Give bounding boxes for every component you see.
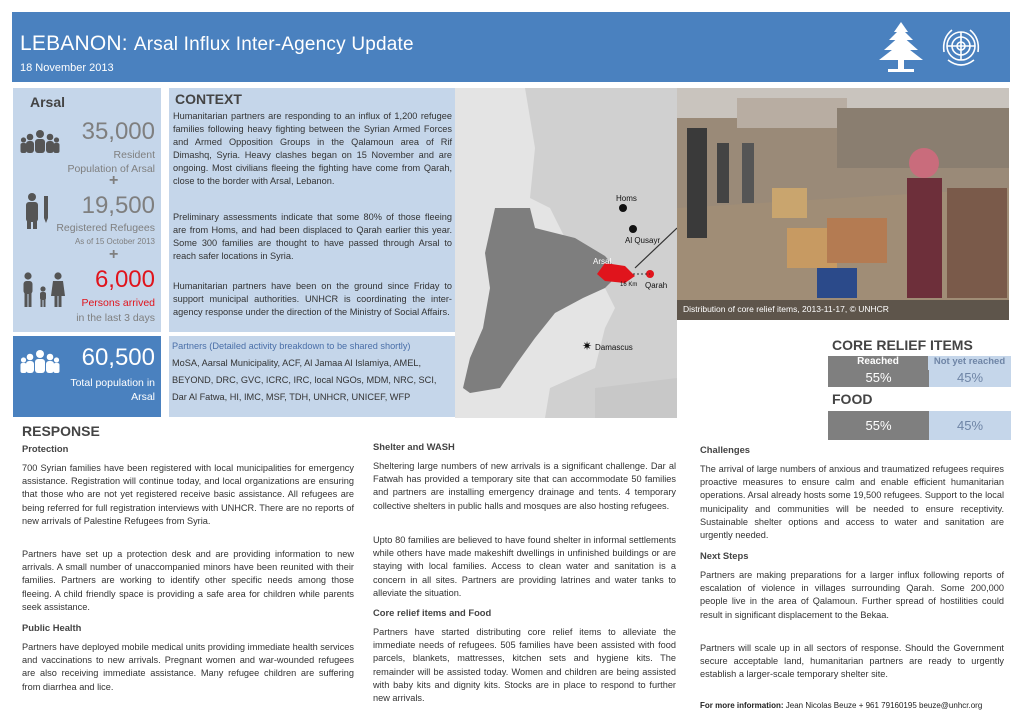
map-label-arsal: Arsal [593, 257, 612, 266]
response-heading: RESPONSE [22, 423, 100, 439]
resident-value: 35,000 [81, 118, 155, 145]
plus-sign: + [109, 172, 119, 189]
map-label-damascus: Damascus [595, 343, 633, 352]
partners-list: MoSA, Aarsal Municipality, ACF, Al Jamaa Al Islamiya, AMEL, BEYOND, DRC, GVC, ICRC, IRC, local NGOs, MDM, NRC, SCI, Dar Al Fatwa, HI, IMC, MSF, TDH, UNHCR, UNICEF, WFP [172, 358, 437, 402]
un-emblem-icon [936, 22, 986, 72]
footer-label: For more information: [700, 701, 784, 710]
photo-illustration [677, 88, 1009, 320]
qusayr-marker [629, 225, 637, 233]
not-reached-label: Not yet reached [928, 356, 1011, 370]
region-map [455, 88, 677, 418]
total-value: 60,500 [81, 344, 155, 371]
arrived-value: 6,000 [94, 266, 155, 293]
core-relief-not-reached-bar: 45% [929, 370, 1011, 387]
protection-heading: Protection [22, 443, 69, 454]
partners-heading: Partners [172, 341, 207, 351]
next-steps-paragraph-1: Partners are making preparations for a larger influx following reports of escalation of violence in villages surrounding Qarah. Some 200,000 people live in the area of Qalamoun. Further spread of hostilities could result in significant displacement to the Bekaa. [700, 570, 1004, 620]
next-steps-heading: Next Steps [700, 550, 749, 561]
map-label-distance: 16 Km [620, 282, 638, 288]
food-title: FOOD [832, 391, 873, 407]
context-paragraph-1: Humanitarian partners are responding to an influx of 1,200 refugee families following heavy fighting between the Syrian Armed Forces and Armed Opposition Groups in the Qalamoun area of Rif Dimashq, Syria. Heavy clashes began on 15 November and are ongoing. Most civilians fleeing the fighting have come from Qarah, close to the border with Arsal, Lebanon. [173, 111, 452, 187]
protection-paragraph-1: 700 Syrian families have been registered with local municipalities for emergency assistance. Registration will continue today, and local organizations are ensuring that those who are not yet registered receive basic assistance. All refugees are being referred for full registration interviews with UNHCR. There are no reports of new arrivals of Palestine Refugees from Syria. [22, 463, 354, 526]
report-date: 18 November 2013 [20, 62, 114, 74]
arrived-label: Persons arrived [81, 297, 155, 309]
next-steps-paragraph-2: Partners will scale up in all sectors of response. Should the Government secure acceptable land, humanitarian partners are ready to urgently establish a larger-scale temporary shelter site. [700, 643, 1004, 680]
challenges-heading: Challenges [700, 444, 751, 455]
title-rest: Arsal Influx Inter-Agency Update [133, 34, 414, 55]
partners-note: (Detailed activity breakdown to be shared shortly) [206, 341, 411, 351]
homs-marker [619, 204, 627, 212]
shelter-paragraph-2: Upto 80 families are believed to have found shelter in informal settlements while others have made makeshift dwellings in unfinished buildings or are staying with local families. Access to clean water and sanitation is a concern in all sites. Partners are providing latrines and water tanks to alleviate the situation. [373, 535, 676, 598]
refugees-label: Registered Refugees [56, 222, 155, 234]
distribution-photo [677, 88, 1009, 320]
cedar-logo-icon [876, 20, 926, 74]
header-banner [12, 12, 1010, 82]
map-label-qarah: Qarah [645, 281, 668, 290]
health-paragraph: Partners have deployed mobile medical units providing immediate health services and vaccinations to new arrivals. Pregnant women and war-wounded refugees are also receiving immediate assistance. Many refugee children are suffering from diarrhea and lice. [22, 642, 354, 692]
core-relief-food-heading: Core relief items and Food [373, 607, 492, 618]
footer-contact-text: Jean Nicolas Beuze + 961 79160195 beuze@unhcr.org [783, 701, 983, 710]
partners-text [172, 338, 452, 406]
core-relief-food-paragraph: Partners have started distributing core relief items to alleviate the immediate needs of refugees. 505 families have been assisted with food parcels, blankets, mattresses, kitchen sets and hygiene kits. The remainder will be assisted today. Women and children are being assisted with baby kits and dignity kits. Stocks are in place to respond to further new arrivals. [373, 627, 676, 704]
page-title [20, 32, 414, 56]
food-reached-bar: 55% [828, 411, 929, 440]
plus-sign-2: + [109, 246, 119, 263]
people-group-icon [20, 128, 60, 158]
footer-contact [700, 701, 982, 710]
people-group-icon-white [20, 348, 60, 378]
resident-label: Resident [113, 149, 155, 161]
context-paragraph-2: Preliminary assessments indicate that some 80% of those fleeing are from Homs, and had been displaced to Qarah earlier this year. Some 300 families are thought to have passed through Arsal to reach safer locations in Syria. [173, 212, 452, 262]
challenges-paragraph: The arrival of large numbers of anxious and traumatized refugees requires proactive measures to ensure calm and enable efficient humanitarian operations. Arsal already hosts some 19,500 refugees. Support to the local municipality and communities will be needed to ensure receptivity. Sustainable shelter options and access to water and sanitation are urgently needed. [700, 464, 1004, 541]
title-country: LEBANON: [20, 32, 128, 55]
shelter-heading: Shelter and WASH [373, 441, 455, 452]
total-label-2: Arsal [131, 391, 155, 403]
core-relief-reached-bar: 55% [828, 370, 929, 387]
partners-panel [169, 336, 455, 417]
reached-label: Reached [828, 356, 928, 370]
damascus-star-icon: ✷ [582, 339, 593, 353]
resident-label-2: Population of Arsal [67, 163, 155, 175]
map-label-qusayr: Al Qusayr [625, 236, 661, 245]
refugees-date: As of 15 October 2013 [74, 237, 155, 246]
context-panel [169, 88, 455, 332]
context-paragraph-3: Humanitarian partners have been on the ground since Friday to support municipal authorities. UNHCR is coordinating the inter-agency response under the direction of the Ministry of Social Affairs. [173, 281, 452, 318]
core-relief-title: CORE RELIEF ITEMS [832, 337, 973, 353]
health-heading: Public Health [22, 622, 82, 633]
context-heading: CONTEXT [175, 91, 242, 107]
refugees-value: 19,500 [81, 192, 155, 219]
food-not-reached-bar: 45% [929, 411, 1011, 440]
arsal-heading: Arsal [30, 94, 66, 110]
photo-caption: Distribution of core relief items, 2013-11-17, © UNHCR [677, 300, 1009, 320]
protection-paragraph-2: Partners have set up a protection desk and are providing information to new arrivals. A small number of unaccompanied minors have been reunited with their families. Partners are working to identify other specific needs among those fleeing. A child friendly space is providing a safe area for children while parents seek assistance. [22, 549, 354, 612]
arrived-label-2: in the last 3 days [76, 312, 155, 324]
total-label: Total population in [70, 377, 155, 389]
shelter-paragraph-1: Sheltering large numbers of new arrivals is a significant challenge. Dar al Fatwah has provided a temporary site that can accommodate 50 families and partners are installing emergency drainage and tents. 4 temporary collective shelters in public halls and mosques are also hosting refugees. [373, 461, 676, 511]
map-label-homs: Homs [616, 194, 637, 203]
